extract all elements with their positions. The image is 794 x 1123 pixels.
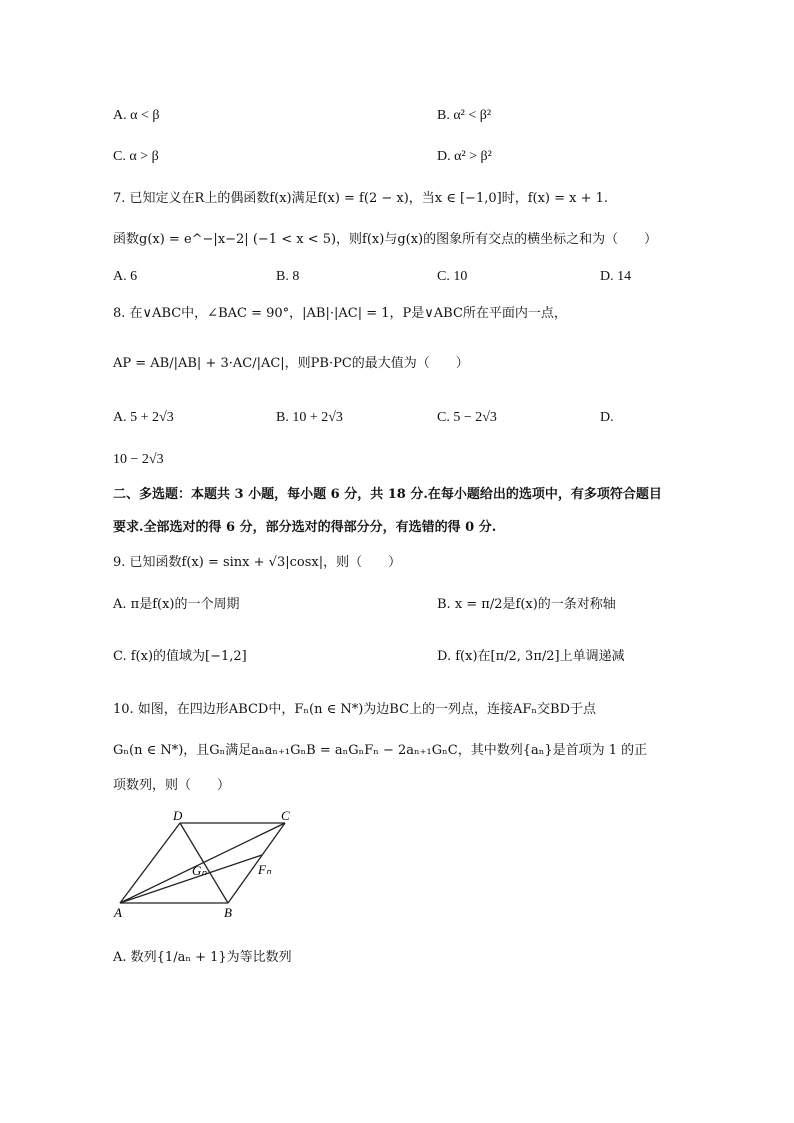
q6-option-c: C. α > β [113,149,159,164]
q10-stem-line3: 项数列，则（ ） [113,778,231,793]
section-header-line2: 要求.全部选对的得 6 分，部分选对的得部分分，有选错的得 0 分. [113,520,497,535]
label-d: D [173,808,183,823]
label-gn: Gₙ [192,863,207,878]
q9-option-c: C. f(x)的值域为[−1,2] [113,649,247,664]
q7-option-a: A. 6 [113,269,138,284]
q8-option-c: C. 5 − 2√3 [437,410,497,425]
segment-afn [120,855,262,903]
q7-stem-line1: 7. 已知定义在R上的偶函数f(x)满足f(x) = f(2 − x)，当x ∈ [−1,0]时，f(x) = x + 1. [113,191,609,206]
q8-option-d-value: 10 − 2√3 [113,452,164,467]
label-b: B [224,905,232,920]
q7-stem-line2: 函数g(x) = e^−|x−2| (−1 < x < 5)，则f(x)与g(x)的图象所有交点的横坐标之和为（ ） [113,232,658,247]
q7-option-c: C. 10 [437,269,468,284]
q8-stem-line1: 8. 在∨ABC中，∠BAC = 90°，|AB|·|AC| = 1，P是∨ABC所在平面内一点， [113,306,567,321]
q9-option-b: B. x = π/2是f(x)的一条对称轴 [437,597,616,612]
edge-ad [120,823,180,903]
label-c: C [281,808,290,823]
q9-option-d: D. f(x)在[π/2, 3π/2]上单调递减 [437,649,625,664]
quadrilateral-figure [110,805,310,920]
label-a: A [114,905,122,920]
q6-option-b: B. α² < β² [437,108,492,123]
q8-option-b: B. 10 + 2√3 [276,410,343,425]
q7-option-b: B. 8 [276,269,300,284]
q9-stem: 9. 已知函数f(x) = sinx + √3|cosx|，则（ ） [113,555,402,570]
q9-option-a: A. π是f(x)的一个周期 [113,597,240,612]
q10-stem-line1: 10. 如图，在四边形ABCD中，Fₙ(n ∈ N*)为边BC上的一列点，连接AFₙ交BD于点 [113,702,597,717]
q6-option-d: D. α² > β² [437,149,492,164]
label-fn: Fₙ [258,862,272,877]
q8-stem-line2: AP = AB/|AB| + 3·AC/|AC|，则PB·PC的最大值为（ ） [113,356,469,371]
q8-option-d: D. [600,410,614,425]
q10-stem-line2: Gₙ(n ∈ N*)，且Gₙ满足aₙaₙ₊₁GₙB = aₙGₙFₙ − 2aₙ₊₁GₙC，其中数列{aₙ}是首项为 1 的正 [113,743,648,758]
q10-option-a: A. 数列{1/aₙ + 1}为等比数列 [113,950,292,965]
q8-option-a: A. 5 + 2√3 [113,410,174,425]
q7-option-d: D. 14 [600,269,632,284]
section-header-line1: 二、多选题：本题共 3 小题，每小题 6 分，共 18 分.在每小题给出的选项中，有多项符合题目 [113,487,662,502]
q6-option-a: A. α < β [113,108,160,123]
